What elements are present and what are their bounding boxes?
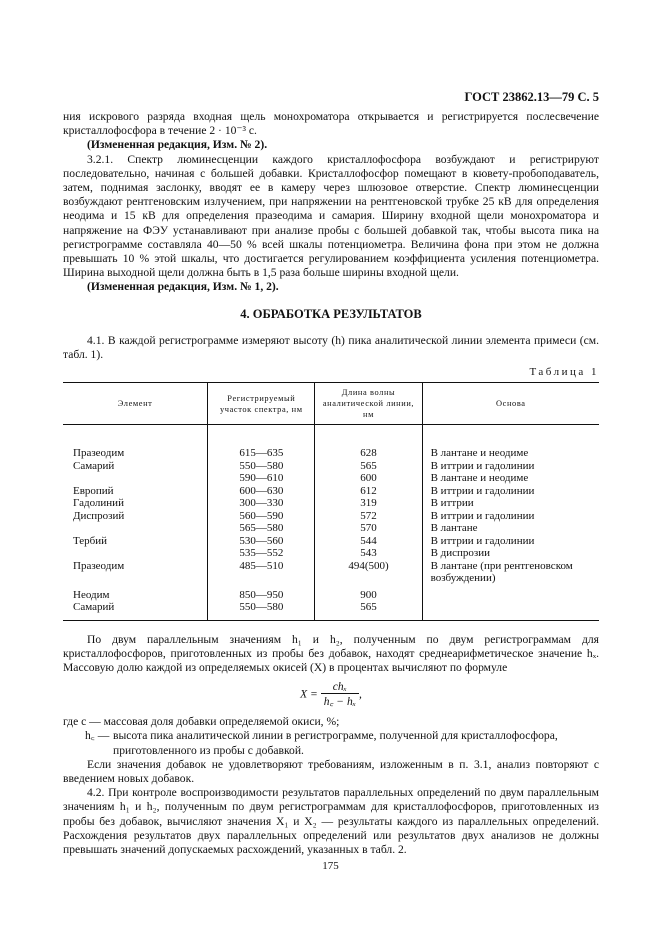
table-row: Диспрозий 560—590 572 В иттрии и гадолинии <box>63 510 599 523</box>
edit-note-2: (Измененная редакция, Изм. № 2). <box>87 138 268 152</box>
table-row: Самарий 550—580 565 <box>63 601 599 614</box>
formula <box>63 681 599 709</box>
formula-lhs: X = <box>300 688 318 701</box>
table-header-row <box>63 383 599 425</box>
col-header-element: Элемент <box>117 399 153 409</box>
definition-hc-text: высота пика аналитической линии в регистрограмме, полученной для кристаллофосфора, приготовленного из пробы с добавкой. <box>113 729 558 757</box>
formula-numerator: chₓ <box>321 681 359 694</box>
paragraph-average: По двум параллельным значениям h₁ и h₂, полученным по двум регистрограммам для кристаллофосфоров, приготовленных из пробы без добавок, находят среднеарифметическое значение hₓ. Массовую долю каждой из определяемых окисей (X) в процентах вычисляют по формуле <box>63 632 599 674</box>
edit-note-1-2: (Измененная редакция, Изм. № 1, 2). <box>87 280 279 294</box>
definition-hc-symbol: h꜀ — <box>85 729 110 743</box>
table-row: Европий 600—630 612 В иттрии и гадолинии <box>63 485 599 498</box>
paragraph-repeat: Если значения добавок не удовлетворяют требованиям, изложенным в п. 3.1, анализ повторяют с введением новых добавок. <box>63 757 599 785</box>
col-header-wavelength: Длина волны аналитической линии, нм <box>315 383 422 425</box>
table-row: Гадолиний 300—330 319 В иттрии <box>63 497 599 510</box>
page-number: 175 <box>322 860 339 872</box>
table-row: 590—610 600 В лантане и неодиме <box>63 472 599 485</box>
table-row: Тербий 530—560 544 В иттрии и гадолинии <box>63 535 599 548</box>
formula-tail: , <box>358 688 362 701</box>
table-row: Празеодим 485—510 494(500) В лантане (при рентгеновском возбуждении) <box>63 560 599 585</box>
table-caption: Таблица 1 <box>529 366 599 379</box>
col-header-range: Регистрируемый участок спектра, нм <box>208 383 315 425</box>
page-body <box>63 0 599 857</box>
formula-denominator: h꜀ − hₓ <box>323 696 356 709</box>
table-row: 535—552 543 В диспрозии <box>63 547 599 560</box>
definition-hc <box>63 729 599 757</box>
page-header: ГОСТ 23862.13—79 С. 5 <box>464 90 599 104</box>
section-title: 4. ОБРАБОТКА РЕЗУЛЬТАТОВ <box>240 306 422 321</box>
table-spacer-row <box>63 614 599 621</box>
formula-definitions <box>63 715 599 758</box>
table-row: Празеодим 615—635 628 В лантане и неодиме <box>63 447 599 460</box>
table-row: 565—580 570 В лантане <box>63 522 599 535</box>
definition-c: где c — массовая доля добавки определяемой окиси, %; <box>63 715 340 729</box>
table-spacer-row <box>63 425 599 448</box>
paragraph-continuation: ния искрового разряда входная щель монохроматора открывается и регистрируется послесвечение кристаллофосфора в течение 2 · 10⁻³ с. <box>63 110 599 138</box>
paragraph-4-1: 4.1. В каждой регистрограмме измеряют высоту (h) пика аналитической линии элемента примеси (см. табл. 1). <box>63 333 599 361</box>
data-table <box>63 382 599 621</box>
paragraph-3-2-1: 3.2.1. Спектр люминесценции каждого кристаллофосфора возбуждают и регистрируют последовательно, начиная с большей добавки. Кристаллофосфор помещают в кювету-пробоподаватель, затем, поднимая заслонку, вводят ее в камеру через шлюзовое отверстие. Спектр люминесценции возбуждают рентгеновским излучением, при напряжении на рентгеновской трубке 25 кВ для определения неодима и 15 кВ для определения празеодима и самария. Ширину входной щели монохроматора и напряжение на ФЭУ устанавливают при анализе пробы с большей добавкой так, чтобы высота пика на регистрограмме составляла 40—50 % всей шкалы потенциометра. Величина фона при этом не должна превышать 10 % этой шкалы, что достигается регулированием коэффициента усиления потенциометра. Ширина выходной щели должна быть в 1,5 раза больше ширины входной щели. <box>63 152 599 280</box>
table-row: Самарий 550—580 565 В иттрии и гадолинии <box>63 460 599 473</box>
col-header-base: Основа <box>422 383 599 425</box>
formula-fraction <box>321 681 359 709</box>
paragraph-4-2: 4.2. При контроле воспроизводимости результатов параллельных определений по двум параллельным значениям h₁ и h₂, полученным по двум регистрограммам для кристаллофосфоров, приготовленных из пробы без добавок, вычисляют значения X₁ и X₂ — результаты каждого из параллельных определений. Расхождения результатов двух параллельных определений или результатов двух анализов не должны превышать значений допускаемых расхождений, указанных в табл. 2. <box>63 786 599 856</box>
table-row: Неодим 850—950 900 <box>63 589 599 602</box>
